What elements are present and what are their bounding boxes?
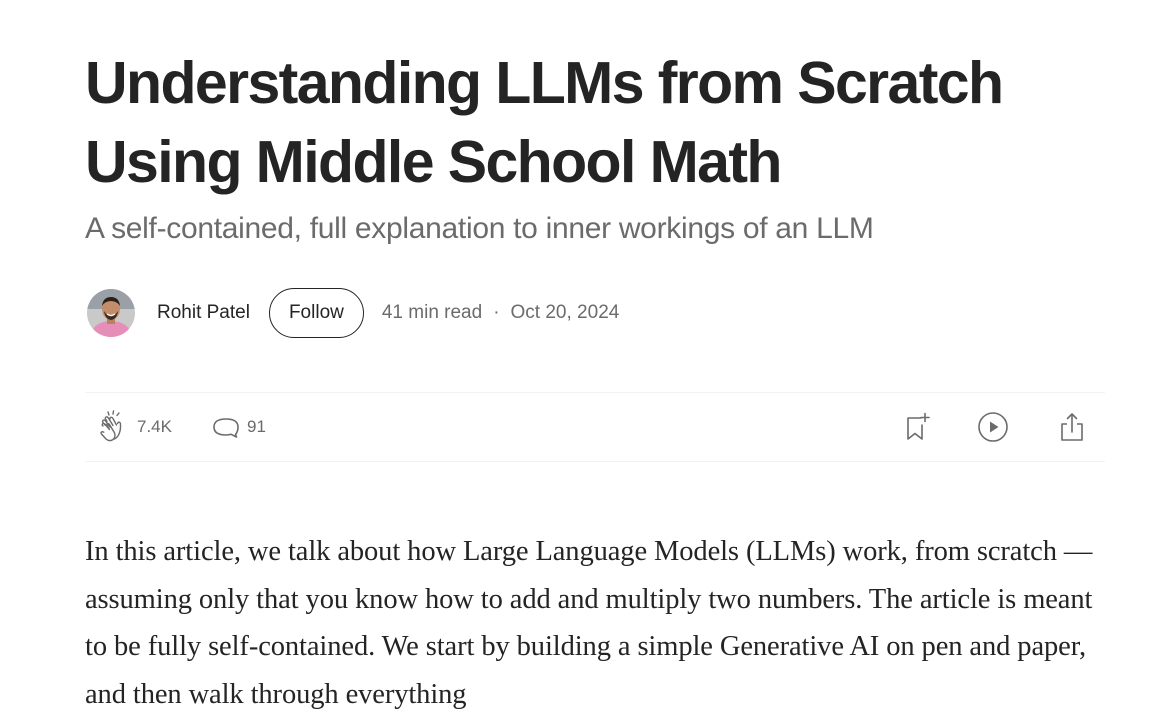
response-count: 91 bbox=[247, 417, 266, 436]
article-body-paragraph: In this article, we talk about how Large Language Models (LLMs) work, from scratch — assuming only that you know how to add and multiply two numbers. The article is meant to be fully self-contained. We start by building a simple Generative AI on pen and paper, and then walk through everything bbox=[85, 536, 1093, 710]
play-icon bbox=[976, 410, 1010, 444]
follow-button[interactable]: Follow bbox=[269, 288, 364, 338]
read-time: 41 min read bbox=[381, 302, 483, 323]
byline bbox=[85, 288, 619, 338]
article-subtitle: A self-contained, full explanation to inner workings of an LLM bbox=[85, 212, 874, 245]
author-name[interactable]: Rohit Patel bbox=[157, 302, 250, 323]
clap-icon bbox=[97, 410, 131, 444]
share-icon bbox=[1057, 410, 1087, 444]
share-button[interactable] bbox=[1057, 393, 1087, 461]
comment-button[interactable] bbox=[211, 393, 266, 461]
comment-icon bbox=[211, 412, 241, 442]
meta-separator: · bbox=[493, 302, 500, 323]
publish-date: Oct 20, 2024 bbox=[510, 302, 620, 323]
bookmark-add-icon bbox=[902, 410, 932, 444]
article-title: Understanding LLMs from Scratch Using Middle School Math bbox=[85, 50, 1003, 195]
clap-button[interactable] bbox=[97, 393, 172, 461]
clap-count: 7.4K bbox=[137, 417, 172, 436]
author-avatar[interactable] bbox=[87, 289, 135, 337]
avatar-image bbox=[87, 289, 135, 337]
article-action-bar bbox=[85, 392, 1105, 462]
save-button[interactable] bbox=[902, 393, 932, 461]
listen-button[interactable] bbox=[976, 393, 1010, 461]
